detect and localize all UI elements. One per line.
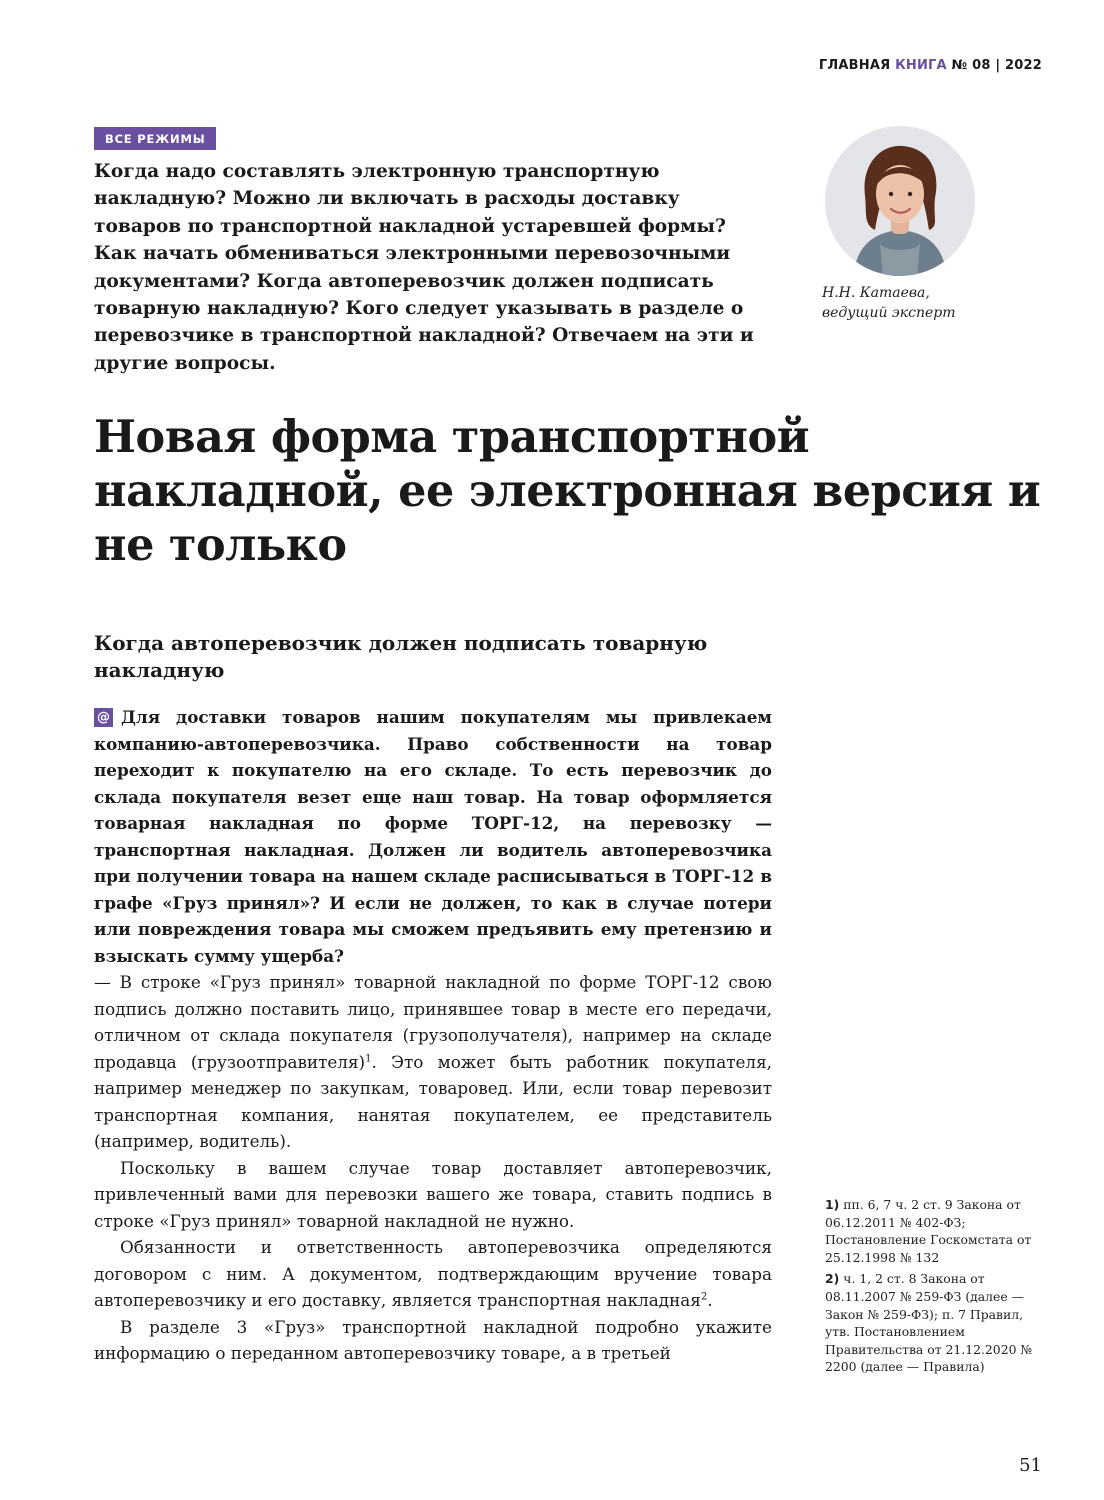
issue-number: № 08	[951, 58, 991, 73]
article-title: Новая форма транспортной накладной, ее электронная версия и не только	[94, 411, 1041, 571]
issue-year: 2022	[1005, 58, 1042, 73]
page-number: 51	[1019, 1455, 1042, 1476]
author-name: Н.Н. Катаева,	[822, 285, 930, 301]
answer-1-tail: . Это может быть работник покупателя, например менеджер по закупкам, товаровед. Или, если товар перевозит транспортная компания, нанятая покупателем, ее представитель (например, водитель).	[94, 1051, 772, 1151]
answer-1-text: — В строке «Груз принял» товарной накладной по форме ТОРГ-12 свою подпись должно поставить лицо, принявшее товар в месте его передачи, отличном от склада покупателя (грузополучателя), например на складе продавца (грузоотправителя)	[94, 972, 772, 1072]
footnotes	[825, 1196, 1035, 1380]
question-at-icon: @	[94, 708, 113, 727]
article-body	[94, 704, 772, 1367]
footnote-ref-1: 1	[365, 1052, 372, 1064]
brand-accent: КНИГА	[895, 58, 947, 73]
answer-3-text: Обязанности и ответственность автоперевозчика определяются договором с ним. А документом, подтверждающим вручение товара автоперевозчику и его доставку, является транспортная накладная	[94, 1237, 772, 1310]
footnote-1-number: 1)	[825, 1197, 840, 1212]
footnote-2	[825, 1270, 1035, 1376]
answer-paragraph-1	[94, 969, 772, 1155]
section-heading: Когда автоперевозчик должен подписать товарную накладную	[94, 631, 708, 682]
question-paragraph	[94, 704, 772, 969]
author-portrait-illustration	[825, 126, 975, 276]
brand-main: ГЛАВНАЯ	[818, 58, 891, 73]
lead-paragraph: Когда надо составлять электронную транспортную накладную? Можно ли включать в расходы доставку товаров по транспортной накладной устаревшей формы? Как начать обмениваться электронными перевозочными документами? Когда автоперевозчик должен подписать товарную накладную? Кого следует указывать в разделе о перевозчике в транспортной накладной? Отвечаем на эти и другие вопросы.	[94, 161, 754, 374]
answer-paragraph-4: В разделе 3 «Груз» транспортной накладной подробно укажите информацию о переданном автоперевозчику товаре, а в третьей	[94, 1316, 772, 1363]
author-caption	[822, 283, 956, 323]
author-role: ведущий эксперт	[822, 305, 956, 321]
footnote-1	[825, 1196, 1035, 1266]
footnote-1-text: пп. 6, 7 ч. 2 ст. 9 Закона от 06.12.2011 № 402-ФЗ; Постановление Госкомстата от 25.12.1998 № 132	[825, 1197, 1032, 1265]
footnote-ref-2: 2	[700, 1291, 708, 1303]
footnote-2-number: 2)	[825, 1271, 840, 1287]
masthead-separator: |	[995, 58, 1001, 73]
answer-paragraph-2: Поскольку в вашем случае товар доставляет автоперевозчик, привлеченный вами для перевозки вашего же товара, ставить подпись в строке «Груз принял» товарной накладной не нужно.	[94, 1157, 772, 1231]
footnote-2-text: ч. 1, 2 ст. 8 Закона от 08.11.2007 № 259-ФЗ (далее — Закон № 259-ФЗ); п. 7 Правил, утв. Постановлением Правительства от 21.12.2020 № 2200 (далее — Правила)	[825, 1271, 1033, 1375]
author-photo	[825, 126, 975, 276]
category-tag: ВСЕ РЕЖИМЫ	[94, 127, 216, 150]
answer-3-tail: .	[707, 1290, 713, 1310]
masthead	[819, 58, 1042, 73]
question-text: Для доставки товаров нашим покупателям мы привлекаем компанию-автоперевозчика. Право собственности на товар переходит к покупателю на его складе. То есть перевозчик до склада покупателя везет еще наш товар. На товар оформляется товарная накладная по форме ТОРГ-12, на перевозку — транспортная накладная. Должен ли водитель автоперевозчика при получении товара на нашем складе расписываться в ТОРГ-12 в графе «Груз принял»? И если не должен, то как в случае потери или повреждения товара мы сможем предъявить ему претензию и взыскать сумму ущерба?	[94, 707, 772, 966]
answer-paragraph-3	[94, 1234, 772, 1314]
